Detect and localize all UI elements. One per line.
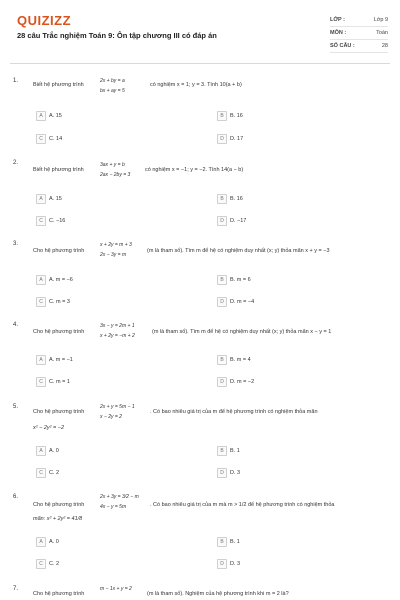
- equation-system: [100, 404, 135, 424]
- question-stem-before: Biết hệ phương trình: [33, 167, 84, 173]
- option-text: C. m = 1: [49, 379, 70, 385]
- option-a[interactable]: [36, 355, 73, 365]
- option-b[interactable]: [217, 446, 240, 456]
- equation-system: [100, 78, 125, 98]
- option-text: A. 0: [49, 539, 59, 545]
- option-a[interactable]: [36, 446, 59, 456]
- option-letter-box: A: [36, 194, 46, 204]
- option-text: B. 1: [230, 539, 240, 545]
- option-letter-box: D: [217, 468, 227, 478]
- question-number: 7.: [13, 586, 19, 592]
- question-stem-after: . Có bao nhiêu giá trị của m mà m > 1/2 để hệ phương trình có nghiệm thỏa: [150, 502, 335, 508]
- equation-line: m − 1x + y = 2: [100, 586, 132, 592]
- question-number: 1.: [13, 78, 19, 84]
- option-a[interactable]: [36, 111, 62, 121]
- equation-line: x + 2y = m + 3: [100, 242, 132, 248]
- question-condition: mãn: x² + 2y² = 41/8: [33, 516, 83, 522]
- equation-line: 2x + 3y = 3/2 − m: [100, 494, 139, 500]
- quizizz-logo: QUIZIZZ: [17, 13, 72, 28]
- option-d[interactable]: [217, 216, 246, 226]
- equation-system: [100, 586, 132, 596]
- equation-line: 2x + by = a: [100, 78, 125, 84]
- question-stem-after: (m là tham số). Nghiệm của hệ phương trình khi m = 2 là?: [147, 591, 289, 597]
- option-c[interactable]: [36, 134, 62, 144]
- option-b[interactable]: [217, 194, 243, 204]
- equation-line: x + 2y = −m + 2: [100, 333, 135, 339]
- option-letter-box: D: [217, 377, 227, 387]
- option-text: C. 2: [49, 470, 60, 476]
- header-divider: [10, 63, 390, 64]
- option-text: B. 1: [230, 448, 240, 454]
- option-letter-box: B: [217, 111, 227, 121]
- option-letter-box: B: [217, 537, 227, 547]
- option-c[interactable]: [36, 297, 70, 307]
- option-letter-box: D: [217, 297, 227, 307]
- equation-line: x − 2y = 2: [100, 414, 122, 420]
- meta-key: SỐ CÂU :: [330, 43, 355, 49]
- question-number: 4.: [13, 322, 19, 328]
- question-condition: x² − 2y² = −2: [33, 425, 65, 431]
- option-d[interactable]: [217, 377, 254, 387]
- option-c[interactable]: [36, 559, 59, 569]
- equation-line: 3x − y = 2m + 1: [100, 323, 135, 329]
- equation-system: [100, 242, 132, 262]
- option-text: A. 0: [49, 448, 59, 454]
- option-text: B. 16: [230, 196, 243, 202]
- option-letter-box: B: [217, 355, 227, 365]
- equation-system: [100, 494, 139, 514]
- option-letter-box: B: [217, 194, 227, 204]
- option-text: D. m = −2: [230, 379, 255, 385]
- meta-value: Toán: [376, 30, 388, 36]
- option-letter-box: D: [217, 559, 227, 569]
- option-letter-box: C: [36, 216, 46, 226]
- option-text: B. m = 4: [230, 357, 251, 363]
- option-letter-box: D: [217, 216, 227, 226]
- question-stem-after: (m là tham số). Tìm m để hệ có nghiệm duy nhất (x; y) thỏa mãn x − y = 1: [152, 329, 332, 335]
- question-stem-after: . Có bao nhiêu giá trị của m để hệ phương trình có nghiệm thỏa mãn: [150, 409, 318, 415]
- option-text: A. 15: [49, 196, 62, 202]
- option-letter-box: C: [36, 377, 46, 387]
- option-text: B. 16: [230, 113, 243, 119]
- equation-line: 3ax + y = b: [100, 162, 125, 168]
- equation-line: 2ax − 2by = 3: [100, 172, 131, 178]
- equation-line: bx + ay = 5: [100, 88, 125, 94]
- equation-line: 4x − y = 5m: [100, 504, 127, 510]
- option-letter-box: A: [36, 446, 46, 456]
- question-number: 5.: [13, 404, 19, 410]
- question-stem-after: (m là tham số). Tìm m để hệ có nghiệm duy nhất (x; y) thỏa mãn x + y = −3: [147, 248, 330, 254]
- option-letter-box: C: [36, 134, 46, 144]
- question-stem-before: Biết hệ phương trình: [33, 82, 84, 88]
- option-letter-box: C: [36, 297, 46, 307]
- option-letter-box: D: [217, 134, 227, 144]
- option-b[interactable]: [217, 355, 251, 365]
- question-stem-after: có nghiệm x = −1; y = −2. Tính 14(a − b): [145, 167, 244, 173]
- option-a[interactable]: [36, 275, 73, 285]
- option-letter-box: C: [36, 559, 46, 569]
- option-text: D. m = −4: [230, 299, 255, 305]
- option-text: C. 2: [49, 561, 60, 567]
- option-a[interactable]: [36, 537, 59, 547]
- meta-value: Lớp 9: [373, 17, 388, 23]
- equation-system: [100, 162, 130, 182]
- question-stem-before: Cho hệ phương trình: [33, 409, 85, 415]
- meta-table: [330, 14, 388, 53]
- option-letter-box: B: [217, 275, 227, 285]
- question-stem-before: Cho hệ phương trình: [33, 248, 85, 254]
- option-text: A. m = −1: [49, 357, 73, 363]
- option-letter-box: C: [36, 468, 46, 478]
- option-text: D. 3: [230, 561, 241, 567]
- option-letter-box: B: [217, 446, 227, 456]
- option-c[interactable]: [36, 468, 59, 478]
- option-d[interactable]: [217, 134, 243, 144]
- option-text: A. 15: [49, 113, 62, 119]
- meta-key: MÔN :: [330, 30, 347, 36]
- meta-row-subject: [330, 27, 388, 40]
- option-b[interactable]: [217, 537, 240, 547]
- meta-row-count: [330, 40, 388, 53]
- equation-line: 2x + y = 5m − 1: [100, 404, 135, 410]
- question-number: 3.: [13, 241, 19, 247]
- page-title: 28 câu Trắc nghiệm Toán 9: Ôn tập chương III có đáp án: [17, 31, 217, 40]
- option-d[interactable]: [217, 468, 240, 478]
- option-text: C. 14: [49, 136, 63, 142]
- meta-key: LỚP :: [330, 17, 345, 23]
- option-letter-box: A: [36, 111, 46, 121]
- question-number: 6.: [13, 494, 19, 500]
- question-stem-before: Cho hệ phương trình: [33, 591, 85, 597]
- equation-system: [100, 323, 135, 343]
- question-number: 2.: [13, 160, 19, 166]
- option-text: A. m = −6: [49, 277, 73, 283]
- question-stem-after: có nghiệm x = 1; y = 3. Tính 10(a + b): [150, 82, 242, 88]
- option-d[interactable]: [217, 297, 254, 307]
- option-c[interactable]: [36, 216, 65, 226]
- option-text: C. −16: [49, 218, 66, 224]
- option-letter-box: A: [36, 275, 46, 285]
- option-c[interactable]: [36, 377, 70, 387]
- option-text: B. m = 6: [230, 277, 251, 283]
- option-b[interactable]: [217, 111, 243, 121]
- meta-row-class: [330, 14, 388, 27]
- question-stem-before: Cho hệ phương trình: [33, 502, 85, 508]
- document-header: [0, 0, 400, 62]
- option-text: C. m = 3: [49, 299, 70, 305]
- option-text: D. −17: [230, 218, 247, 224]
- question-stem-before: Cho hệ phương trình: [33, 329, 85, 335]
- meta-value: 28: [381, 43, 388, 49]
- option-text: D. 17: [230, 136, 244, 142]
- equation-line: 2x − 3y = m: [100, 252, 127, 258]
- option-d[interactable]: [217, 559, 240, 569]
- option-a[interactable]: [36, 194, 62, 204]
- option-letter-box: A: [36, 355, 46, 365]
- option-letter-box: A: [36, 537, 46, 547]
- option-b[interactable]: [217, 275, 251, 285]
- option-text: D. 3: [230, 470, 241, 476]
